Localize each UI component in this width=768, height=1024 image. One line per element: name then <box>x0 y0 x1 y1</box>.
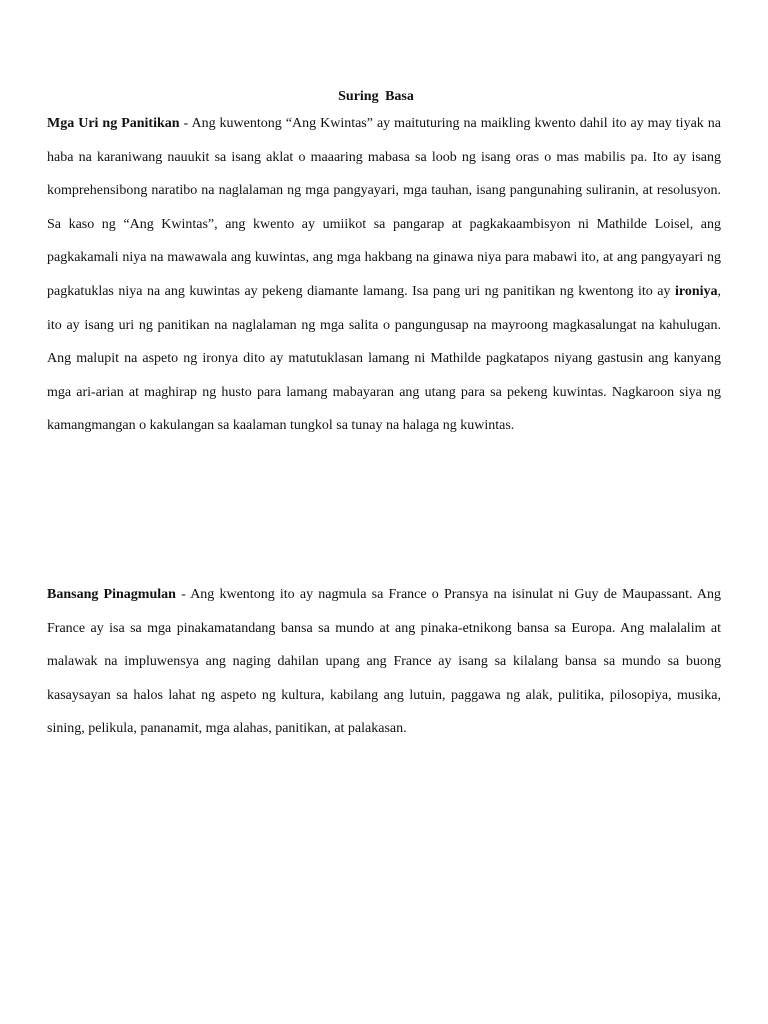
section-body: Ang kwentong ito ay nagmula sa France o Pransya na isinulat ni Guy de Maupassant. Ang France ay isa sa mga pinakamatandang bansa sa mundo at ang pinaka-etnikong bansa sa Europa. Ang malalalim at malawak na impluwensya ang naging dahilan upang ang France ay isang sa kilalang bansa sa mundo sa buong kasaysayan sa halos lahat ng aspeto ng kultura, kabilang ang lutuin, paggawa ng alak, pulitika, pilosopiya, musika, sining, pelikula, pananamit, mga alahas, panitikan, at palakasan. <box>47 587 722 737</box>
section-literary-type <box>47 107 721 443</box>
section-country-of-origin <box>47 578 721 746</box>
section-heading-country-of-origin: Bansang Pinagmulan <box>47 587 176 602</box>
section-heading-literary-type: Mga Uri ng Panitikan <box>47 116 180 131</box>
bold-term-ironiya: ironiya <box>674 283 718 299</box>
document-title: Suring Basa <box>338 89 414 104</box>
section-body-part-1: Ang kuwentong “Ang Kwintas” ay maituturing na maikling kwento dahil ito ay may tiyak na haba na karaniwang nauukit sa isang aklat o maaaring mabasa sa loob ng isang oras o mas mabilis pa. Ito ay isang komprehensibong naratibo na naglalaman ng mga pangyayari, mga tauhan, isang pangunahing suliranin, at resolusyon. Sa kaso ng “Ang Kwintas”, ang kwento ay umiikot sa pangarap at pagkakaambisyon ni Mathilde Loisel, ang pagkakamali niya na mawawala ang kuwintas, ang mga hakbang na ginawa niya para mabawi ito, at ang pangyayari ng pagkatuklas niya na ang kuwintas ay pekeng diamante lamang. Isa pang uri ng panitikan ng kwentong ito ay <box>47 116 721 299</box>
heading-separator: - <box>175 587 191 602</box>
heading-separator: - <box>179 116 192 131</box>
section-body-part-2: , ito ay isang uri ng panitikan na naglalaman ng mga salita o pangungusap na mayroong magkasalungat na kahulugan. Ang malupit na aspeto ng ironya dito ay matutuklasan lamang ni Mathilde pagkatapos niyang gastusin ang kanyang mga ari-arian at maghirap ng husto para lamang mabayaran ang utang para sa pekeng kuwintas. Nagkaroon siya ng kamangmangan o kakulangan sa kaalaman tungkol sa tunay na halaga ng kuwintas. <box>47 283 721 434</box>
